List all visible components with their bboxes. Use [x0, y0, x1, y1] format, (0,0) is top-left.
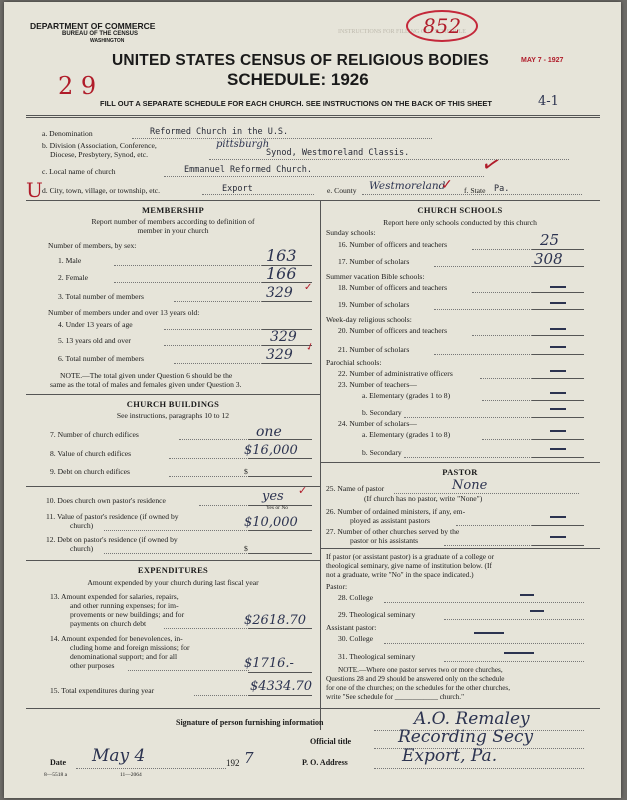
q3-value: 329 — [266, 285, 293, 301]
county-value: Westmoreland — [369, 180, 446, 192]
q15-leader — [194, 695, 249, 696]
by-sex-label: Number of members, by sex: — [48, 241, 137, 250]
membership-intro-2: member in your church — [137, 226, 209, 235]
q12-label: 12. Debt on pastor's residence (if owned by — [46, 535, 178, 544]
q13-line — [248, 628, 312, 629]
form-title: UNITED STATES CENSUS OF RELIGIOUS BODIES — [112, 52, 489, 69]
q16-leader — [472, 249, 532, 250]
division-value: Synod, Westmoreland Classis. — [266, 148, 410, 158]
q31-label: 31. Theological seminary — [338, 652, 416, 661]
q14-leader — [128, 670, 249, 671]
buildings-bottom — [26, 560, 320, 561]
buildings-divider — [26, 486, 320, 487]
bureau-name: BUREAU OF THE CENSUS — [62, 31, 139, 37]
q11-leader — [104, 530, 249, 531]
q14-line-3: denominational support; and for all — [70, 652, 178, 661]
q23b-line — [532, 417, 584, 418]
q17-line — [532, 266, 584, 267]
header-divider-2 — [26, 117, 600, 118]
q13-line-1: 13. Amount expended for salaries, repairs, — [50, 592, 179, 601]
date-line — [76, 768, 226, 769]
q9-label: 9. Debt on church edifices — [50, 467, 130, 476]
buildings-title: CHURCH BUILDINGS — [126, 399, 220, 409]
date-label: Date — [50, 758, 66, 767]
q6-line — [262, 363, 312, 364]
q18-leader — [472, 292, 532, 293]
q27-leader — [444, 545, 532, 546]
q24b-label: b. Secondary — [362, 448, 402, 457]
address-value: Export, Pa. — [402, 746, 498, 766]
q14-line-1: 14. Amount expended for benevolences, in- — [50, 634, 183, 643]
q1-leader — [114, 265, 264, 266]
membership-note-2: same as the total of males and females given under Question 3. — [50, 380, 242, 389]
q27-line — [532, 545, 584, 546]
membership-note-1: NOTE.—The total given under Question 6 should be the — [60, 371, 233, 380]
schools-title: CHURCH SCHOOLS — [417, 205, 503, 215]
q16-value: 25 — [540, 231, 560, 249]
q18-line — [532, 292, 584, 293]
age-intro: Number of members under and over 13 years old: — [48, 308, 200, 317]
q19-dash — [550, 302, 566, 304]
membership-intro-1: Report number of members according to definition of — [91, 217, 255, 226]
q8-value: $16,000 — [244, 443, 298, 458]
q20-dash — [550, 328, 566, 330]
address-label: P. O. Address — [302, 758, 348, 767]
q6-value: 329 — [266, 347, 293, 363]
column-divider — [320, 200, 321, 730]
q12-line — [248, 553, 312, 554]
q13-line-2: and other running expenses; for im- — [70, 601, 179, 610]
q29-dash — [530, 610, 544, 612]
q24-label: 24. Number of scholars— — [338, 419, 417, 428]
q14-line-4: other purposes — [70, 661, 115, 670]
church-name-label: c. Local name of church — [42, 167, 116, 176]
division-label: b. Division (Association, Conference, — [42, 141, 157, 150]
denomination-line — [132, 138, 432, 139]
q24a-dash — [550, 430, 566, 432]
stamp-number: 852 — [406, 10, 478, 42]
q9-leader — [169, 476, 249, 477]
q10-leader — [199, 505, 249, 506]
q29-label: 29. Theological seminary — [338, 610, 416, 619]
q7-label: 7. Number of church edifices — [50, 430, 139, 439]
state-value: Pa. — [494, 184, 510, 194]
q11-line — [248, 530, 312, 531]
q17-value: 308 — [534, 250, 563, 268]
state-label: f. State — [464, 186, 486, 195]
q25-value: None — [452, 478, 488, 493]
q2-value: 166 — [266, 264, 297, 283]
q24a-leader — [482, 439, 532, 440]
county-label: e. County — [327, 186, 357, 195]
summer-schools-label: Summer vacation Bible schools: — [326, 272, 425, 281]
q16-label: 16. Number of officers and teachers — [338, 240, 448, 249]
q26-dash — [550, 516, 566, 518]
denomination-value: Reformed Church in the U.S. — [150, 127, 289, 137]
church-name-value: Emmanuel Reformed Church. — [184, 165, 312, 175]
city-value: Export — [222, 184, 253, 194]
received-date-stamp: MAY 7 - 1927 — [521, 57, 564, 64]
q26-leader — [456, 525, 532, 526]
q22-line — [532, 378, 584, 379]
date-value: May 4 — [92, 746, 146, 766]
signature-label: Signature of person furnishing information — [176, 718, 324, 727]
q7-line — [248, 439, 312, 440]
q25-hint: (If church has no pastor, write "None") — [364, 494, 483, 503]
signature-value: A.O. Remaley — [414, 709, 530, 729]
division-label-2: Diocese, Presbytery, Synod, etc. — [50, 150, 148, 159]
q14-line-2: cluding home and foreign missions; for — [70, 643, 190, 652]
q1-label: 1. Male — [58, 256, 82, 265]
q24b-line — [532, 457, 584, 458]
q12-value: $ — [244, 544, 248, 553]
denomination-label: a. Denomination — [42, 129, 93, 138]
q4-leader — [164, 329, 264, 330]
q25-label: 25. Name of pastor — [326, 484, 385, 493]
graduate-instruction-2: theological seminary, give name of institution below. (If — [326, 561, 492, 570]
faint-bleedthrough-text: INSTRUCTIONS FOR FILLING OUT SCHEDULE — [338, 29, 466, 35]
sunday-schools-label: Sunday schools: — [326, 228, 376, 237]
form-number: 8—5518 a — [44, 772, 68, 778]
city-label: d. City, town, village, or township, etc. — [42, 186, 161, 195]
q19-leader — [434, 309, 532, 310]
q15-line — [248, 695, 312, 696]
official-title-value: Recording Secy — [398, 727, 534, 747]
q29-line — [444, 619, 584, 620]
q10-hint: Yes or No — [266, 505, 289, 511]
header-divider — [26, 115, 600, 116]
q10-label: 10. Does church own pastor's residence — [46, 496, 166, 505]
weekday-schools-label: Week-day religious schools: — [326, 315, 412, 324]
q22-label: 22. Number of administrative officers — [338, 369, 453, 378]
q17-leader — [434, 266, 532, 267]
division-handwritten: pittsburgh — [216, 139, 270, 150]
schools-bottom — [320, 462, 600, 463]
q24b-leader — [404, 457, 532, 458]
division-line — [209, 159, 569, 160]
expenditures-title: EXPENDITURES — [137, 565, 209, 575]
church-name-line — [164, 176, 484, 177]
pastor-divider — [320, 548, 600, 549]
q13-value: $2618.70 — [244, 613, 307, 628]
q14-value: $1716.- — [244, 656, 294, 671]
q12-label-2: church) — [70, 544, 94, 553]
q30-line — [384, 643, 584, 644]
department-name: DEPARTMENT OF COMMERCE — [30, 21, 156, 31]
q13-line-3: provements or new buildings; and for — [70, 610, 185, 619]
q3-label: 3. Total number of members — [58, 292, 145, 301]
q21-label: 21. Number of scholars — [338, 345, 410, 354]
q7-leader — [179, 439, 249, 440]
q23a-dash — [550, 392, 566, 394]
q3-leader — [174, 301, 264, 302]
q8-label: 8. Value of church edifices — [50, 449, 132, 458]
membership-bottom — [26, 394, 320, 395]
q2-leader — [114, 282, 264, 283]
q6-label: 6. Total number of members — [58, 354, 145, 363]
q20-leader — [472, 335, 532, 336]
q14-line — [248, 672, 312, 673]
q21-dash — [550, 346, 566, 348]
q22-leader — [480, 378, 532, 379]
q22-dash — [550, 370, 566, 372]
q27-label-1: 27. Number of other churches served by the — [326, 527, 460, 536]
official-title-label: Official title — [310, 737, 352, 746]
q23-label: 23. Number of teachers— — [338, 380, 417, 389]
q13-leader — [164, 628, 249, 629]
bureau-city: WASHINGTON — [90, 38, 125, 44]
q23b-label: b. Secondary — [362, 408, 402, 417]
table-top-border — [26, 200, 600, 201]
graduate-instruction-1: If pastor (or assistant pastor) is a graduate of a college or — [326, 552, 495, 561]
city-line — [202, 194, 314, 195]
q19-line — [532, 309, 584, 310]
q13-line-4: payments on church debt — [70, 619, 147, 628]
q31-line — [444, 661, 584, 662]
q20-line — [532, 335, 584, 336]
q5-leader — [164, 345, 264, 346]
q23a-leader — [482, 400, 532, 401]
year-handwritten: 7 — [244, 749, 254, 767]
q26-label-2: ployed as assistant pastors — [350, 516, 430, 525]
q10-check: ✓ — [298, 485, 308, 497]
membership-title: MEMBERSHIP — [141, 205, 205, 215]
q19-label: 19. Number of scholars — [338, 300, 410, 309]
q2-label: 2. Female — [58, 273, 88, 282]
q23b-dash — [550, 408, 566, 410]
q15-label: 15. Total expenditures during year — [50, 686, 155, 695]
q31-dash — [504, 652, 534, 654]
address-line — [374, 768, 584, 769]
form-subtitle: SCHEDULE: 1926 — [227, 70, 369, 89]
q12-leader — [104, 553, 249, 554]
county-line — [362, 194, 582, 195]
side-mark: U — [26, 178, 43, 202]
q27-dash — [550, 536, 566, 538]
q23b-leader — [404, 417, 532, 418]
handwritten-number: 2 9 — [58, 72, 97, 100]
q18-label: 18. Number of officers and teachers — [338, 283, 448, 292]
q15-value: $4334.70 — [250, 679, 313, 694]
handwritten-code: 4-1 — [538, 94, 559, 109]
q6-leader — [174, 363, 264, 364]
graduate-instruction-3: not a graduate, write "No" in the space indicated.) — [326, 570, 474, 579]
q21-leader — [434, 354, 532, 355]
q30-dash — [474, 632, 504, 634]
q11-label-2: church) — [70, 521, 94, 530]
census-schedule-page — [4, 2, 621, 798]
check-mark: ✓ — [478, 149, 505, 180]
q24a-line — [532, 439, 584, 440]
pastor-note-2: Questions 28 and 29 should be answered only on the schedule — [326, 675, 505, 683]
q28-label: 28. College — [338, 593, 374, 602]
pastor-note-4: write "See schedule for ____________ church." — [326, 693, 465, 701]
expenditures-intro: Amount expended by your church during last fiscal year — [87, 578, 259, 587]
buildings-intro: See instructions, paragraphs 10 to 12 — [116, 411, 230, 420]
q5-label: 5. 13 years old and over — [58, 336, 131, 345]
q23a-label: a. Elementary (grades 1 to 8) — [362, 391, 451, 400]
pastor-title: PASTOR — [442, 467, 478, 477]
q9-value: $ — [244, 467, 248, 476]
pastor-note-3: for one of the churches; on the schedules for the other churches, — [326, 684, 511, 692]
q28-line — [384, 602, 584, 603]
q4-label: 4. Under 13 years of age — [58, 320, 133, 329]
q23a-line — [532, 400, 584, 401]
year-prefix: 192 — [226, 758, 240, 768]
instruction-line: FILL OUT A SEPARATE SCHEDULE FOR EACH CHURCH. SEE INSTRUCTIONS ON THE BACK OF THIS SHEET — [100, 99, 492, 108]
q30-label: 30. College — [338, 634, 374, 643]
pastor-note-1: NOTE.—Where one pastor serves two or more churches, — [338, 666, 503, 674]
q9-line — [248, 476, 312, 477]
parochial-schools-label: Parochial schools: — [326, 358, 382, 367]
q10-value: yes — [262, 489, 284, 504]
q24a-label: a. Elementary (grades 1 to 8) — [362, 430, 451, 439]
q7-value: one — [256, 424, 282, 440]
q28-dash — [520, 594, 534, 596]
q8-line — [248, 458, 312, 459]
schools-intro: Report here only schools conducted by this church — [383, 218, 537, 227]
q20-label: 20. Number of officers and teachers — [338, 326, 448, 335]
q27-label-2: pastor or his assistants — [350, 536, 419, 545]
q26-line — [532, 525, 584, 526]
assistant-subheading: Assistant pastor: — [326, 623, 377, 632]
q6-check: ✓ — [304, 340, 317, 355]
q24b-dash — [550, 448, 566, 450]
q1-value: 163 — [266, 246, 297, 265]
pastor-subheading: Pastor: — [326, 582, 348, 591]
q17-label: 17. Number of scholars — [338, 257, 410, 266]
q21-line — [532, 354, 584, 355]
q5-value: 329 — [270, 329, 297, 345]
q8-leader — [169, 458, 249, 459]
county-check: ✓ — [441, 178, 453, 193]
form-code: 11—2064 — [120, 772, 142, 778]
q11-label: 11. Value of pastor's residence (if owned by — [46, 512, 179, 521]
q18-dash — [550, 286, 566, 288]
q11-value: $10,000 — [244, 515, 298, 530]
q3-line — [262, 301, 312, 302]
q3-check: ✓ — [304, 282, 313, 293]
q26-label-1: 26. Number of ordained ministers, if any, em- — [326, 507, 466, 516]
